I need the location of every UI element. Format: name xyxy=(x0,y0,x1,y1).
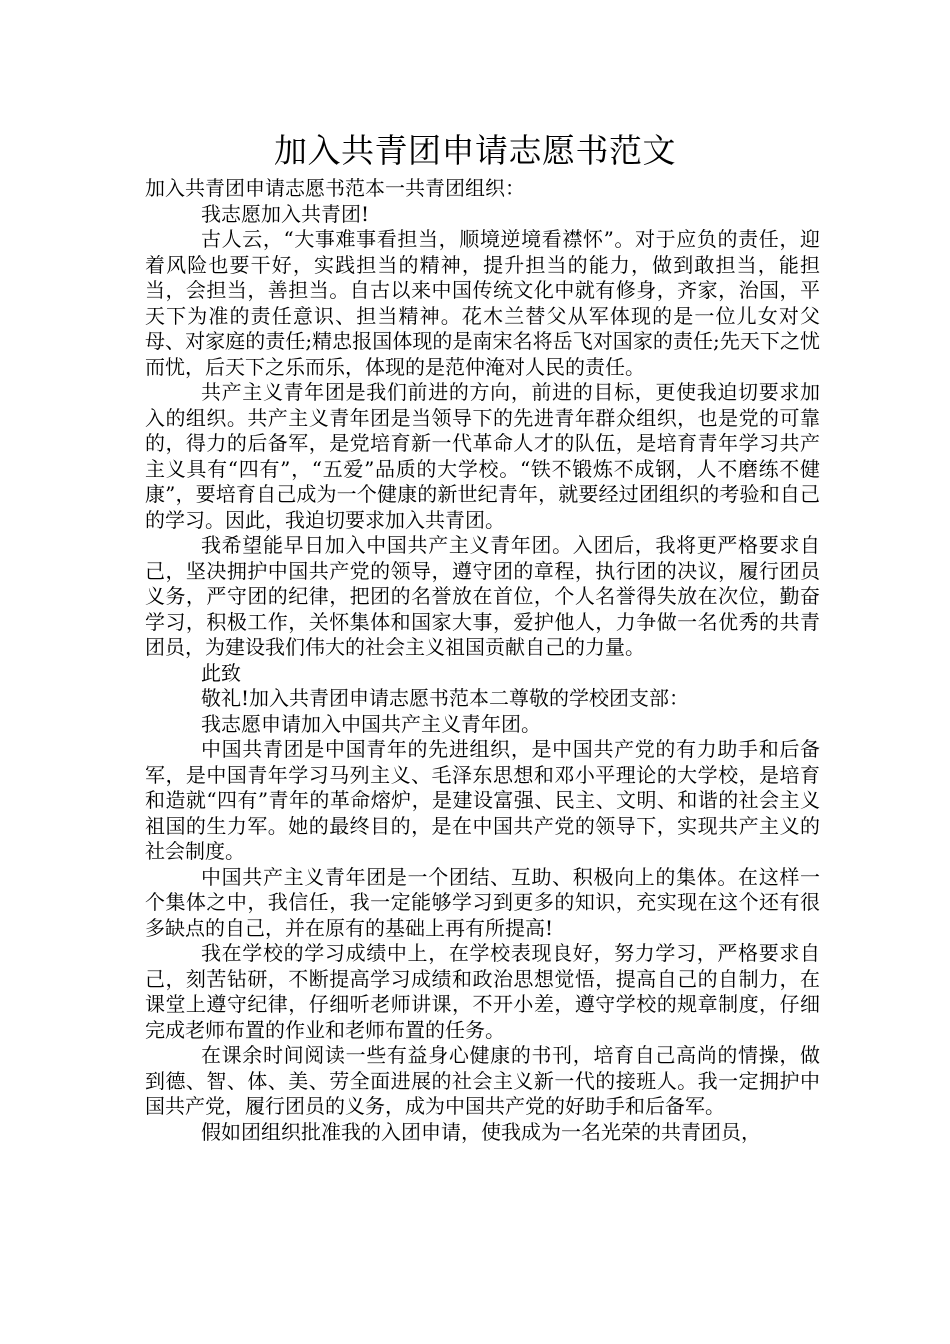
paragraph: 加入共青团申请志愿书范本一共青团组织： xyxy=(145,176,525,200)
paragraph: 我志愿加入共青团! xyxy=(201,201,370,226)
paragraph: 共产主义青年团是我们前进的方向，前进的目标，更使我迫切要求加入的组织。共产主义青年团是当领导下的先进青年群众组织，也是党的可靠的，得力的后备军，是党培育新一代革命人才的队伍，是培育青年学习共产主义具有“四有”，“五爱”品质的大学校。“铁不锻炼不成钢，人不磨练不健康”，要培育自己成为一个健康的新世纪青年，就要经过团组织的考验和自己的学习。因此，我迫切要求加入共青团。 xyxy=(145,380,820,532)
paragraph: 我希望能早日加入中国共产主义青年团。入团后，我将更严格要求自己，坚决拥护中国共产党的领导，遵守团的章程，执行团的决议，履行团员义务，严守团的纪律，把团的名誉放在首位，个人名誉得失放在次位，勤奋学习，积极工作，关怀集体和国家大事，爱护他人，力争做一名优秀的共青团员，为建设我们伟大的社会主义祖国贡献自己的力量。 xyxy=(145,533,820,659)
paragraph: 敬礼!加入共青团申请志愿书范本二尊敬的学校团支部： xyxy=(201,686,690,710)
paragraph: 我志愿申请加入中国共产主义青年团。 xyxy=(201,711,541,736)
paragraph: 此致 xyxy=(201,660,241,685)
paragraph: 我在学校的学习成绩中上，在学校表现良好，努力学习，严格要求自己，刻苦钻研，不断提高学习成绩和政治思想觉悟，提高自己的自制力，在课堂上遵守纪律，仔细听老师讲课，不开小差，遵守学校的规章制度，仔细完成老师布置的作业和老师布置的任务。 xyxy=(145,941,820,1042)
document-body xyxy=(145,176,820,1145)
paragraph: 古人云，“大事难事看担当，顺境逆境看襟怀”。对于应负的责任，迎着风险也要干好，实践担当的精神，提升担当的能力，做到敢担当，能担当，会担当，善担当。自古以来中国传统文化中就有修身，齐家，治国，平天下为准的责任意识、担当精神。花木兰替父从军体现的是一位儿女对父母、对家庭的责任;精忠报国体现的是南宋名将岳飞对国家的责任;先天下之忧而忧，后天下之乐而乐，体现的是范仲淹对人民的责任。 xyxy=(145,227,820,379)
paragraph: 中国共青团是中国青年的先进组织，是中国共产党的有力助手和后备军，是中国青年学习马列主义、毛泽东思想和邓小平理论的大学校，是培育和造就“四有”青年的革命熔炉，是建设富强、民主、文明、和谐的社会主义祖国的生力军。她的最终目的，是在中国共产党的领导下，实现共产主义的社会制度。 xyxy=(145,737,820,863)
paragraph: 中国共产主义青年团是一个团结、互助、积极向上的集体。在这样一个集体之中，我信任，我一定能够学习到更多的知识，充实现在这个还有很多缺点的自己，并在原有的基础上再有所提高! xyxy=(145,864,820,940)
paragraph: 在课余时间阅读一些有益身心健康的书刊，培育自己高尚的情操，做到德、智、体、美、劳全面进展的社会主义新一代的接班人。我一定拥护中国共产党，履行团员的义务，成为中国共产党的好助手和后备军。 xyxy=(145,1043,820,1118)
document-title: 加入共青团申请志愿书范文 xyxy=(274,131,676,170)
paragraph: 假如团组织批准我的入团申请，使我成为一名光荣的共青团员， xyxy=(201,1119,761,1144)
